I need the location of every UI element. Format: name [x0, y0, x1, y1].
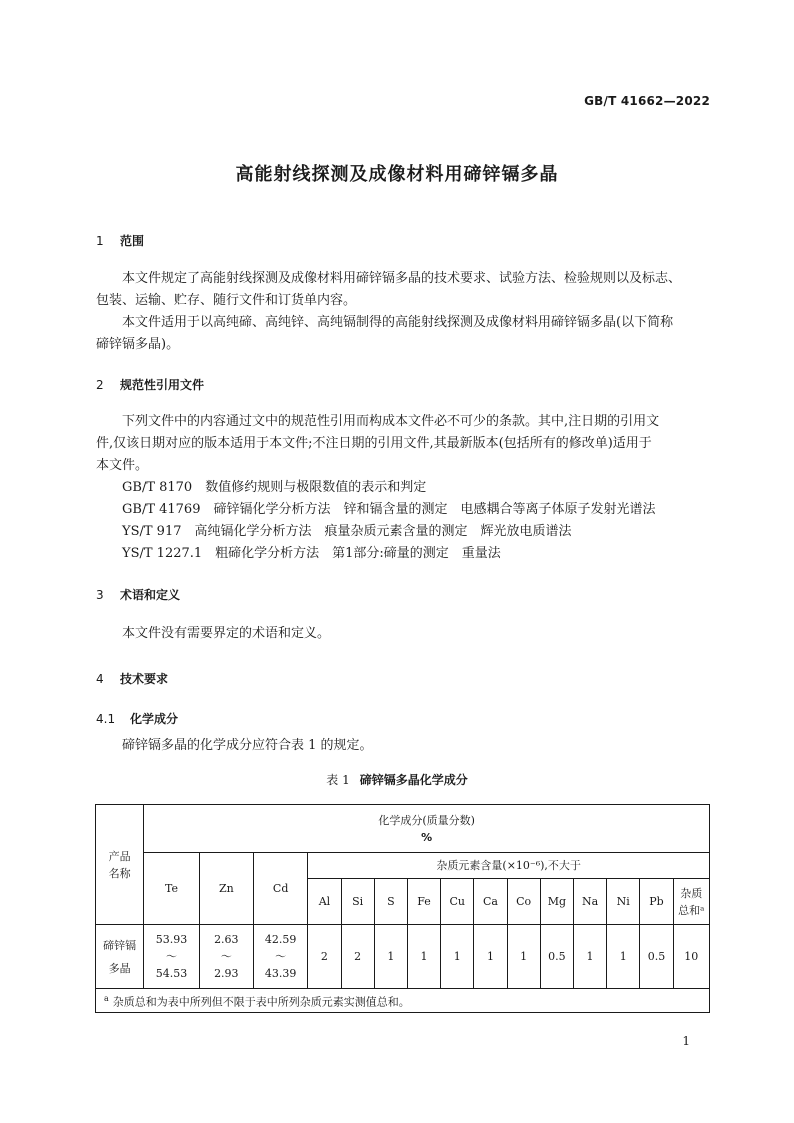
- section-number: 4: [96, 672, 104, 686]
- section-2-body: [96, 411, 710, 477]
- header-text: 化学成分(质量分数): [378, 813, 475, 827]
- section-heading-4: [96, 670, 168, 687]
- paragraph-line: 本文件适用于以高纯碲、高纯锌、高纯镉制得的高能射线探测及成像材料用碲锌镉多晶(以下简称: [122, 315, 674, 330]
- table-number: 表 1: [326, 773, 350, 787]
- table-title: 碲锌镉多晶化学成分: [359, 773, 468, 787]
- product-name-header: [96, 805, 144, 925]
- element-header: Co: [507, 879, 540, 925]
- range-sep: ～: [220, 950, 232, 963]
- section-heading-2: [96, 376, 204, 393]
- impurity-value-cell: 1: [374, 925, 407, 989]
- range-sep: ～: [275, 950, 287, 963]
- footnote-text: 杂质总和为表中所列但不限于表中所列杂质元素实测值总和。: [112, 995, 410, 1009]
- element-header: S: [374, 879, 407, 925]
- range-max: 43.39: [264, 967, 297, 980]
- section-number: 1: [96, 234, 104, 248]
- element-header-te: Te: [144, 853, 199, 925]
- element-header: Ca: [474, 879, 507, 925]
- impurity-value-cell: 1: [474, 925, 507, 989]
- header-text: 名称: [108, 866, 131, 880]
- impurity-header: 杂质元素含量(×10⁻⁶),不大于: [308, 853, 710, 879]
- impurity-value-cell: 1: [573, 925, 606, 989]
- header-text: 产品: [108, 849, 131, 863]
- impurity-value-cell: 1: [407, 925, 440, 989]
- unit-label: %: [421, 830, 433, 844]
- table-row: [96, 925, 710, 989]
- range-min: 42.59: [264, 933, 297, 946]
- impurity-value-cell: 0.5: [540, 925, 573, 989]
- header-text: 总和ᵃ: [678, 903, 705, 917]
- element-header: Mg: [540, 879, 573, 925]
- footnote-mark: a: [104, 994, 109, 1004]
- impurity-value-cell: 2: [308, 925, 341, 989]
- element-header-zn: Zn: [199, 853, 253, 925]
- cell-text: 碲锌镉: [103, 938, 137, 952]
- section-number: 4.1: [96, 712, 116, 726]
- paragraph-line: 碲锌镉多晶的化学成分应符合表 1 的规定。: [122, 738, 373, 753]
- page-number: 1: [682, 1034, 690, 1048]
- element-header: Ni: [607, 879, 640, 925]
- standard-number: GB/T 41662—2022: [584, 94, 710, 108]
- normative-reference: YS/T 1227.1 粗碲化学分析方法 第1部分:碲量的测定 重量法: [122, 546, 501, 561]
- section-heading-4-1: [96, 710, 178, 727]
- section-1-body: [96, 268, 710, 356]
- element-header: Cu: [441, 879, 474, 925]
- range-min: 2.63: [214, 933, 239, 946]
- section-4-1-body: [96, 735, 710, 757]
- document-title: 高能射线探测及成像材料用碲锌镉多晶: [235, 164, 559, 185]
- header-text: 杂质: [680, 886, 703, 900]
- cell-text: 多晶: [108, 961, 131, 975]
- section-title: 范围: [120, 234, 145, 248]
- element-header-cd: Cd: [253, 853, 307, 925]
- section-title: 规范性引用文件: [120, 378, 205, 392]
- range-min: 53.93: [155, 933, 188, 946]
- section-number: 3: [96, 588, 104, 602]
- impurity-value-cell: 2: [341, 925, 374, 989]
- paragraph-line: 本文件没有需要界定的术语和定义。: [122, 626, 331, 641]
- section-title: 化学成分: [130, 712, 179, 726]
- element-header: Si: [341, 879, 374, 925]
- impurity-value-cell: 0.5: [640, 925, 673, 989]
- section-heading-3: [96, 586, 180, 603]
- element-header: Pb: [640, 879, 673, 925]
- paragraph-line: 包装、运输、贮存、随行文件和订货单内容。: [96, 293, 357, 308]
- table-footnote: [96, 989, 710, 1013]
- impurity-value-cell: 1: [441, 925, 474, 989]
- table-caption: [0, 771, 794, 788]
- range-max: 54.53: [155, 967, 188, 980]
- paragraph-line: 件,仅该日期对应的版本适用于本文件;不注日期的引用文件,其最新版本(包括所有的修改单)适用于: [96, 436, 652, 451]
- impurity-value-cell: 1: [507, 925, 540, 989]
- paragraph-line: 碲锌镉多晶)。: [96, 337, 180, 352]
- paragraph-line: 本文件规定了高能射线探测及成像材料用碲锌镉多晶的技术要求、试验方法、检验规则以及标志、: [122, 271, 682, 286]
- normative-reference: GB/T 41769 碲锌镉化学分析方法 锌和镉含量的测定 电感耦合等离子体原子发射光谱法: [122, 502, 656, 517]
- element-header: Na: [573, 879, 606, 925]
- paragraph-line: 下列文件中的内容通过文中的规范性引用而构成本文件必不可少的条款。其中,注日期的引用文: [122, 414, 660, 429]
- range-sep: ～: [165, 950, 177, 963]
- product-name-cell: [96, 925, 144, 989]
- table-header-row: [96, 853, 710, 879]
- table-footnote-row: [96, 989, 710, 1013]
- impurity-value-cell: 1: [607, 925, 640, 989]
- impurity-total-header: [673, 879, 709, 925]
- zn-range-cell: [199, 925, 253, 989]
- impurity-total-cell: 10: [673, 925, 709, 989]
- composition-table: [95, 804, 710, 1013]
- element-header: Al: [308, 879, 341, 925]
- section-title: 术语和定义: [120, 588, 181, 602]
- section-title: 技术要求: [120, 672, 169, 686]
- section-3-body: [96, 623, 710, 645]
- te-range-cell: [144, 925, 199, 989]
- section-number: 2: [96, 378, 104, 392]
- cd-range-cell: [253, 925, 307, 989]
- section-heading-1: [96, 232, 144, 249]
- paragraph-line: 本文件。: [96, 458, 149, 473]
- composition-header: [144, 805, 710, 853]
- normative-reference: GB/T 8170 数值修约规则与极限数值的表示和判定: [122, 480, 427, 495]
- table-header-row: [96, 805, 710, 853]
- normative-reference: YS/T 917 高纯镉化学分析方法 痕量杂质元素含量的测定 辉光放电质谱法: [122, 524, 572, 539]
- element-header: Fe: [407, 879, 440, 925]
- range-max: 2.93: [214, 967, 239, 980]
